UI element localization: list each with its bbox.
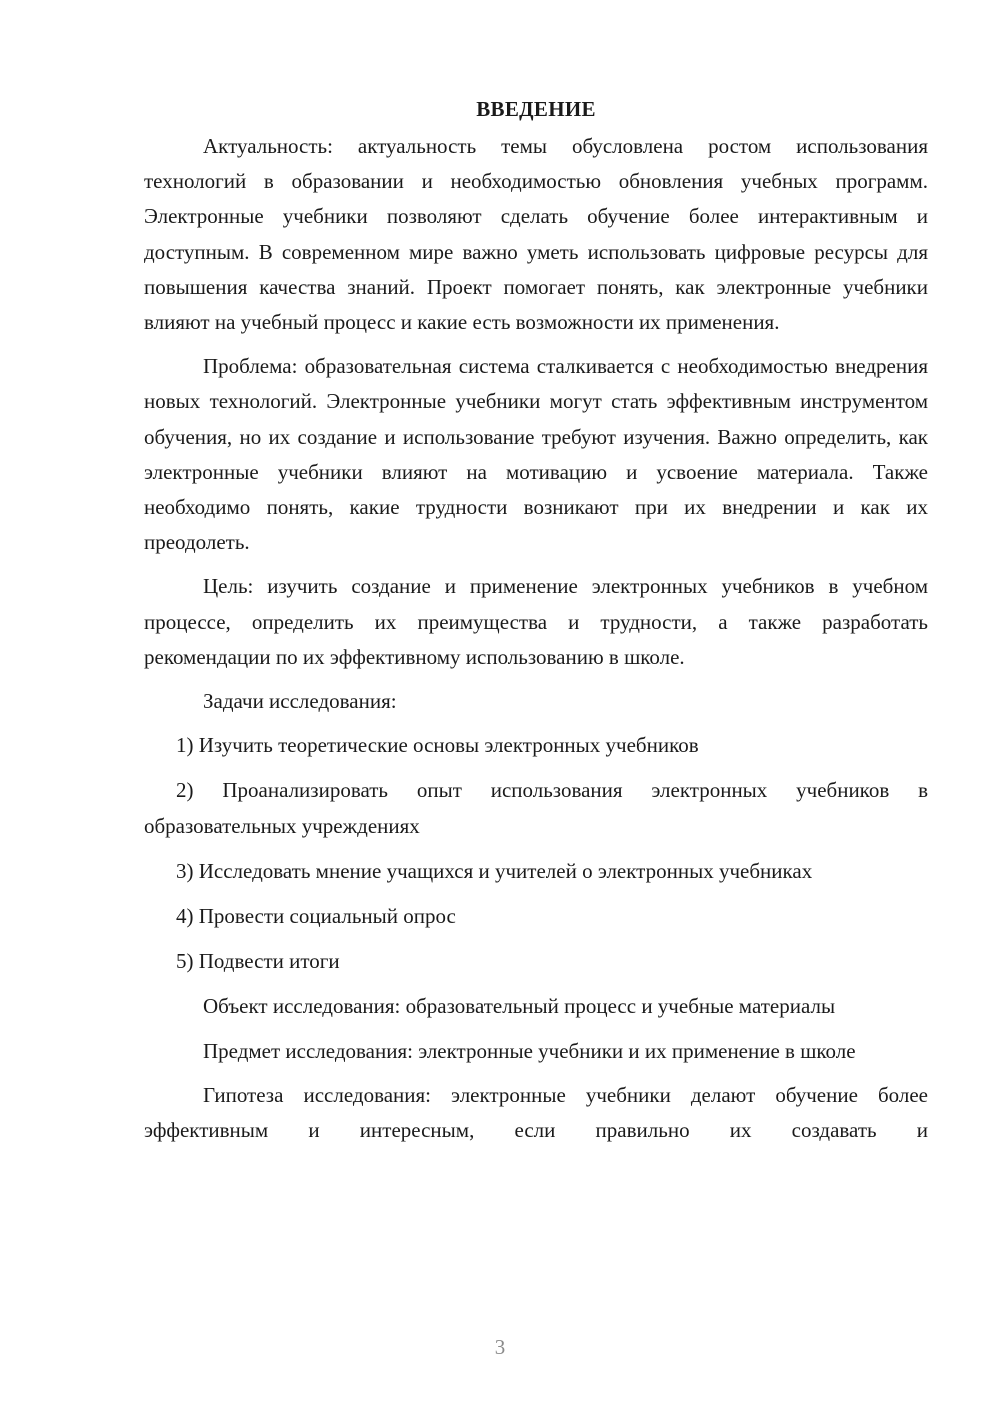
page-number: 3 (494, 1335, 506, 1359)
document-page (144, 92, 928, 1157)
relevance-paragraph: Актуальность: актуальность темы обусловлена ростом использования технологий в образовании и необходимостью обновления учебных программ. Электронные учебники позволяют сделать обучение более интерактивным и доступным. В современном мире важно уметь использовать цифровые ресурсы для повышения качества знаний. Проект помогает понять, как электронные учебники влияют на учебный процесс и какие есть возможности их применения. (144, 134, 928, 335)
problem-paragraph: Проблема: образовательная система сталкивается с необходимостью внедрения новых технологий. Электронные учебники могут стать эффективным инструментом обучения, но их создание и использование требуют изучения. Важно определить, как электронные учебники влияют на мотивацию и усвоение материала. Также необходимо понять, какие трудности возникают при их внедрении и как их преодолеть. (144, 354, 928, 555)
section-title: ВВЕДЕНИЕ (476, 97, 596, 121)
goal-paragraph: Цель: изучить создание и применение электронных учебников в учебном процессе, определить их преимущества и трудности, а также разработать рекомендации по их эффективному использованию в школе. (144, 574, 928, 669)
tasks-list (144, 728, 928, 979)
subject-paragraph: Предмет исследования: электронные учебники и их применение в школе (203, 1038, 856, 1063)
tasks-heading: Задачи исследования: (203, 689, 397, 714)
hypothesis-paragraph: Гипотеза исследования: электронные учебники делают обучение более эффективным и интересным, если правильно их создавать и (144, 1082, 928, 1143)
list-item: 3) Исследовать мнение учащихся и учителей о электронных учебниках (176, 858, 813, 883)
list-item: 5) Подвести итоги (176, 949, 340, 974)
list-item: 1) Изучить теоретические основы электронных учебников (176, 733, 699, 758)
list-item: 2) Проанализировать опыт использования электронных учебников в образовательных учреждениях (144, 778, 928, 838)
list-item: 4) Провести социальный опрос (176, 904, 456, 929)
object-paragraph: Объект исследования: образовательный процесс и учебные материалы (203, 994, 836, 1019)
